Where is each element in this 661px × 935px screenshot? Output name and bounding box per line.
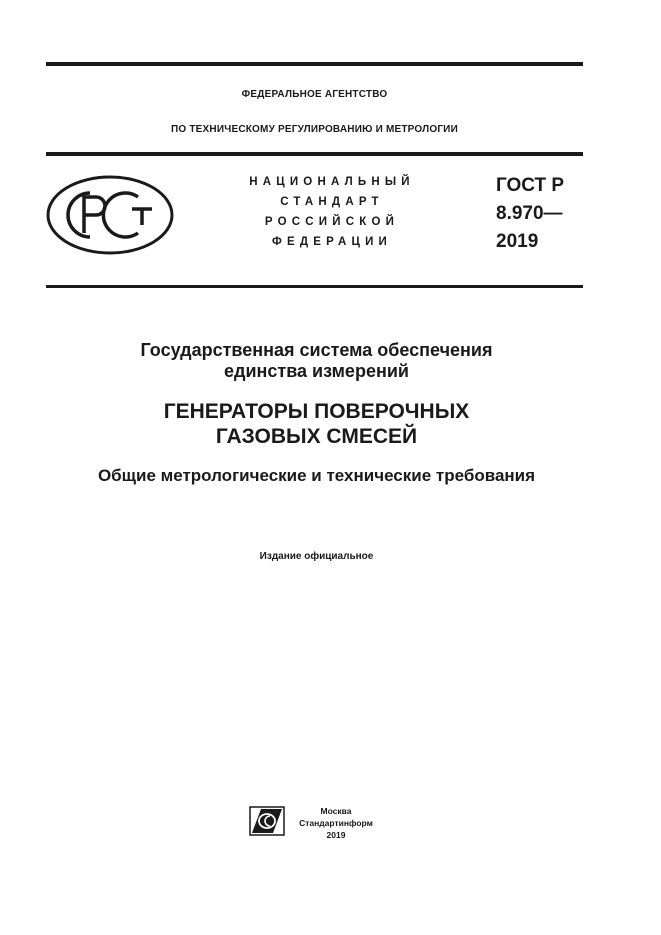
standartinform-logo-icon <box>249 806 285 836</box>
agency-line-1: ФЕДЕРАЛЬНОЕ АГЕНТСТВО <box>241 89 388 100</box>
gost-emblem-icon <box>46 175 174 255</box>
standard-type-line-2: СТАНДАРТ <box>280 196 384 208</box>
standard-type <box>232 172 432 252</box>
edition-note: Издание официальное <box>259 551 374 562</box>
publisher-name: Стандартинформ <box>299 818 373 828</box>
publisher-info <box>291 805 381 841</box>
standard-code <box>496 172 606 256</box>
subtitle: Общие метрологические и технические требования <box>97 466 536 485</box>
series-title-line-1: Государственная система обеспечения <box>140 340 493 360</box>
main-title-line-2: ГАЗОВЫХ СМЕСЕЙ <box>215 425 418 448</box>
header-rule <box>46 152 583 156</box>
standard-code-line-3: 2019 <box>496 231 539 252</box>
main-title-line-1: ГЕНЕРАТОРЫ ПОВЕРОЧНЫХ <box>163 400 470 423</box>
main-title <box>46 399 587 449</box>
top-rule <box>46 62 583 66</box>
agency-line-2: ПО ТЕХНИЧЕСКОМУ РЕГУЛИРОВАНИЮ И МЕТРОЛОГИИ <box>171 124 458 135</box>
series-title-line-2: единства измерений <box>224 361 409 381</box>
series-title <box>46 340 587 382</box>
section-rule <box>46 285 583 288</box>
standard-type-line-3: РОССИЙСКОЙ <box>264 216 400 228</box>
publisher-year: 2019 <box>326 830 346 840</box>
standard-code-line-1: ГОСТ Р <box>496 175 565 196</box>
standard-code-line-2: 8.970— <box>496 203 563 224</box>
publisher-city: Москва <box>320 806 352 816</box>
standard-type-line-4: ФЕДЕРАЦИИ <box>271 236 393 248</box>
standard-type-line-1: НАЦИОНАЛЬНЫЙ <box>249 176 415 188</box>
